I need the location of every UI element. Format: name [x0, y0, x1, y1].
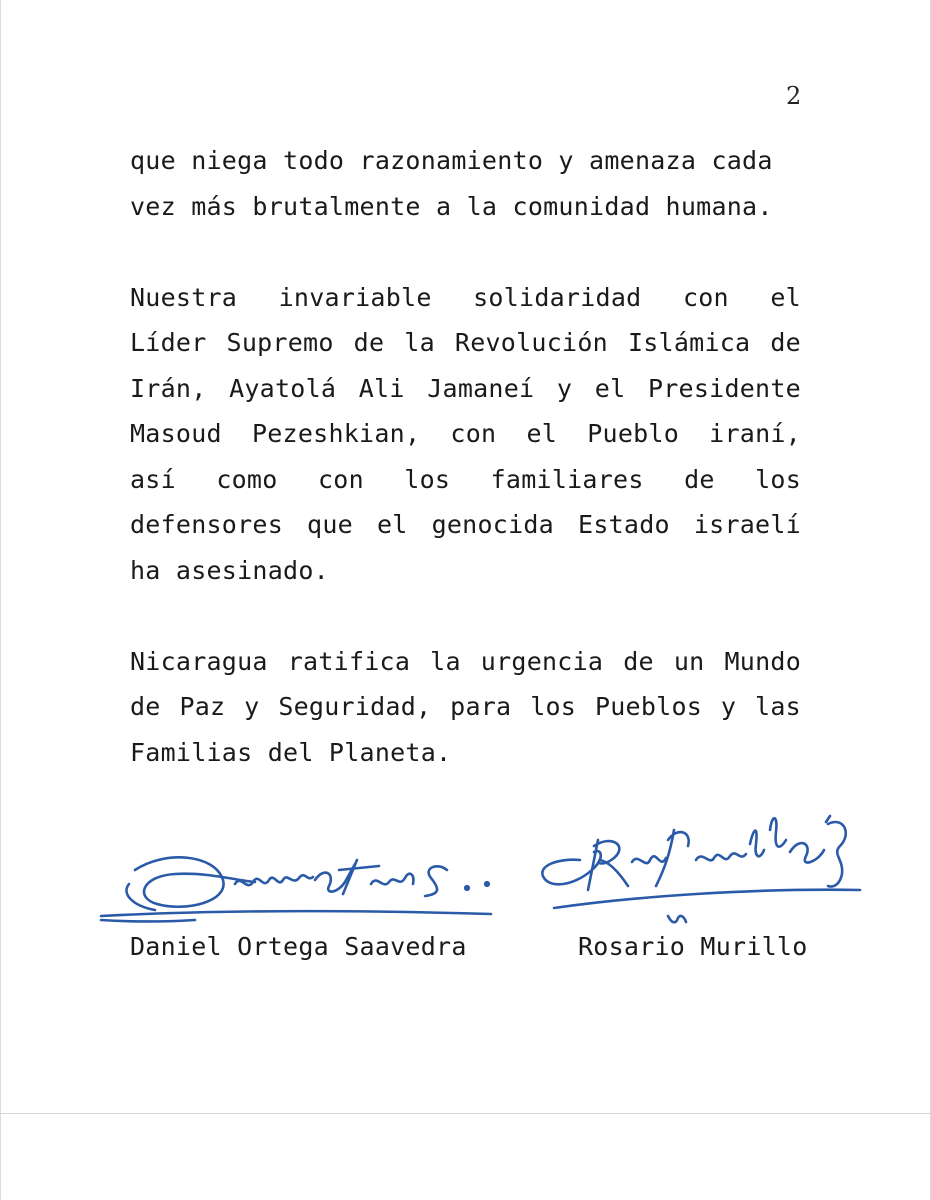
word: los	[404, 464, 451, 494]
word: Seguridad,	[278, 692, 432, 721]
word: genocida	[431, 510, 554, 539]
word: un	[673, 646, 705, 676]
word: Supremo	[226, 328, 334, 357]
word: como	[216, 464, 278, 494]
word: Irán,	[130, 373, 207, 403]
signature-rosario-murillo	[528, 800, 868, 930]
word: los	[530, 692, 577, 721]
word: Estado	[578, 510, 670, 539]
signature-daniel-ortega	[95, 840, 505, 930]
word: Ayatolá	[229, 373, 337, 403]
word: Paz	[179, 692, 226, 721]
word: familiares	[490, 464, 644, 494]
paragraph-1-line-2: vez más brutalmente a la comunidad humana.	[130, 191, 773, 221]
paragraph-2-line-4	[130, 411, 801, 457]
word: ratifica	[287, 646, 411, 676]
word: la	[430, 646, 461, 676]
paragraph-3-line-2	[130, 684, 801, 730]
paragraph-2-line-1	[130, 275, 801, 321]
paragraph-2-line-3	[130, 366, 801, 412]
word: Pueblo	[587, 419, 680, 448]
signature-name-right: Rosario Murillo	[578, 932, 808, 961]
word: de	[684, 464, 715, 494]
word: para	[450, 692, 512, 721]
word: las	[755, 692, 801, 721]
word: Nuestra	[130, 282, 238, 312]
word: Nicaragua	[130, 646, 268, 676]
word: el	[376, 510, 408, 539]
word: y	[720, 692, 737, 721]
page-number: 2	[786, 82, 802, 110]
word: iraní,	[709, 419, 801, 448]
word: Líder	[130, 328, 207, 357]
page-border-left	[0, 0, 1, 1200]
paragraph-2-line-6	[130, 502, 801, 548]
word: que	[307, 510, 353, 539]
word: defensores	[130, 510, 284, 539]
word: Mundo	[724, 646, 801, 676]
page-divider	[0, 1113, 931, 1114]
word: Islámica	[627, 328, 751, 357]
word: israelí	[693, 510, 801, 539]
word: y	[556, 373, 573, 403]
word: el	[770, 282, 801, 312]
word: Revolución	[454, 328, 608, 357]
word: solidaridad	[473, 282, 642, 312]
word: invariable	[278, 282, 432, 312]
word: Jamaneí	[427, 373, 535, 403]
word: Pueblos	[594, 692, 703, 721]
signature-name-left: Daniel Ortega Saavedra	[130, 932, 467, 961]
word: los	[755, 464, 801, 494]
word: Ali	[358, 373, 405, 403]
word: con	[317, 464, 364, 494]
word: así	[130, 464, 176, 494]
paragraph-2-line-7: ha asesinado.	[130, 555, 329, 585]
word: de	[353, 328, 385, 357]
word: la	[404, 328, 435, 357]
word: de	[770, 328, 801, 357]
paragraph-3-line-1	[130, 639, 801, 685]
document-body	[130, 138, 801, 775]
paragraph-1-line-1: que niega todo razonamiento y amenaza cada	[130, 146, 773, 175]
word: de	[623, 646, 654, 676]
word: con	[450, 419, 497, 448]
word: y	[244, 692, 260, 721]
paragraph-3-line-3: Familias del Planeta.	[130, 737, 452, 767]
word: Masoud	[130, 419, 222, 448]
word: Pezeshkian,	[251, 419, 421, 448]
word: con	[682, 282, 729, 312]
paragraph-2-line-5	[130, 457, 801, 503]
word: el	[526, 419, 558, 448]
word: urgencia	[480, 646, 604, 676]
word: de	[130, 692, 161, 721]
paragraph-2-line-2	[130, 320, 801, 366]
word: el	[594, 373, 626, 403]
word: Presidente	[647, 373, 801, 403]
